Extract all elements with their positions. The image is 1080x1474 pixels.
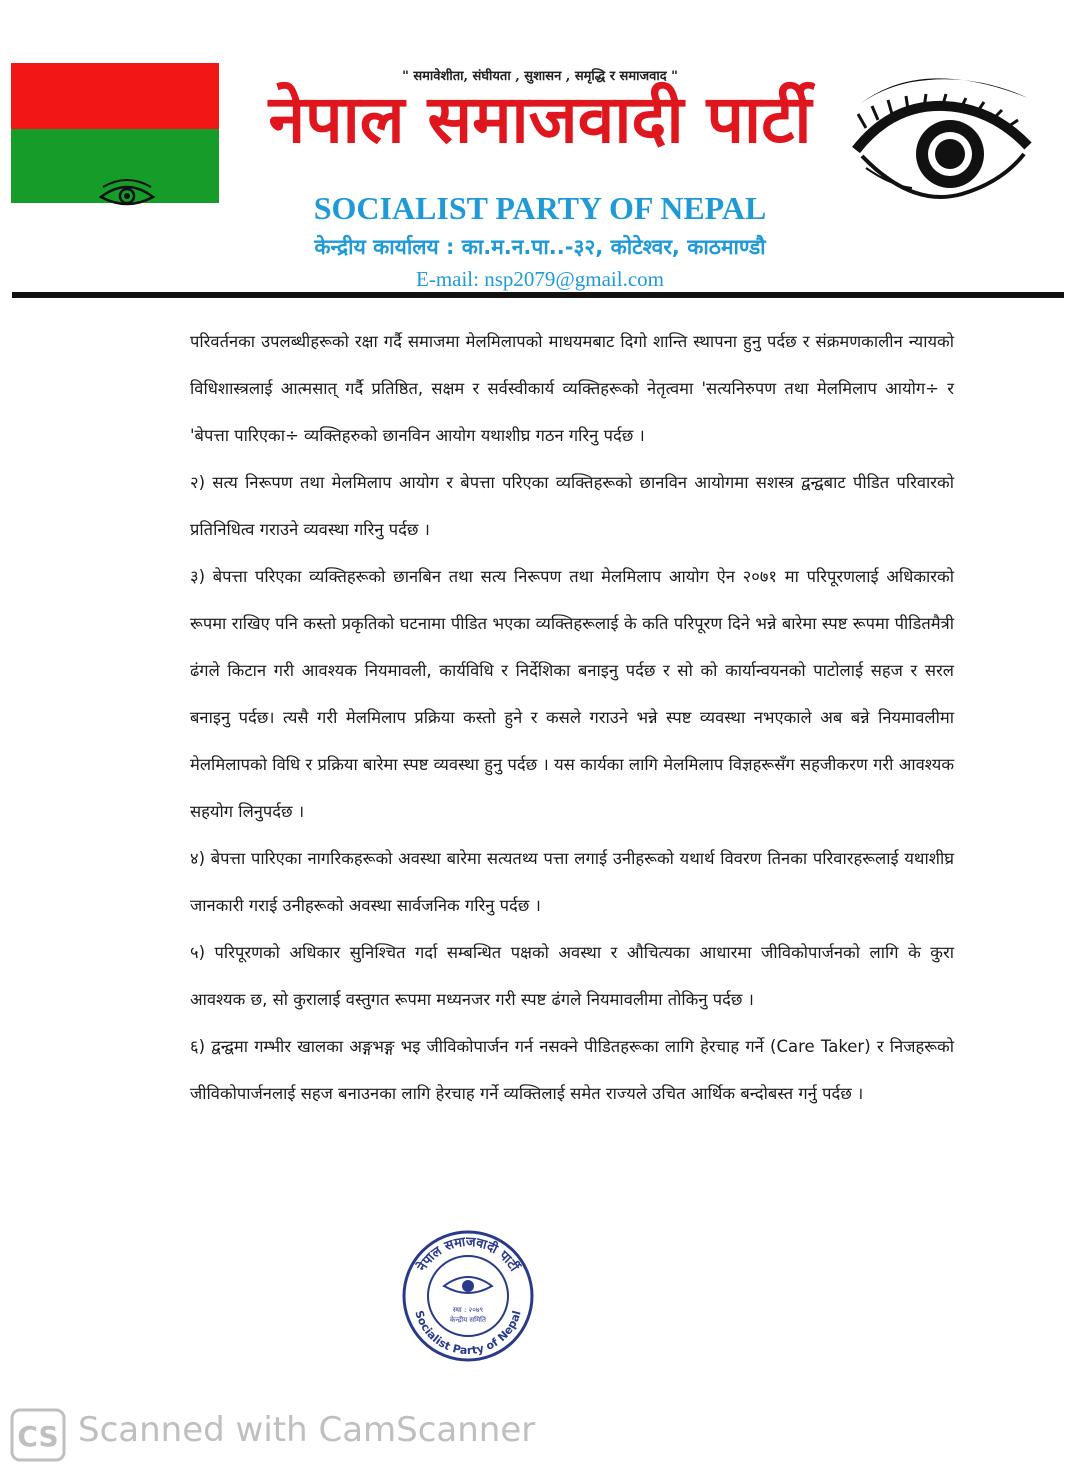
svg-text:केन्द्रीय समिति: केन्द्रीय समिति xyxy=(450,1316,486,1324)
svg-text:नेपाल समाजवादी पार्टी: नेपाल समाजवादी पार्टी xyxy=(414,1234,522,1275)
camscanner-logo-icon xyxy=(10,1408,66,1462)
email-address: E-mail: nsp2079@gmail.com xyxy=(416,267,664,291)
paragraph-5: ५) परिपूरणको अधिकार सुनिश्चित गर्दा सम्बन्धित पक्षको अवस्था र औचित्यका आधारमा जीविकोपार्जनको लागि के कुरा आवश्यक छ, सो कुरालाई वस्तुगत रूपमा मध्यनजर गरी स्पष्ट ढंगले नियमावलीमा तोकिनु पर्दछ । xyxy=(190,943,954,1009)
svg-text:Socialist Party of Nepal: Socialist Party of Nepal xyxy=(412,1308,524,1358)
office-address: केन्द्रीय कार्यालय : का.म.न.पा..-३२, कोटेश्वर, काठमाण्डौ xyxy=(314,235,766,259)
party-name-nepali: नेपाल समाजवादी पार्टी xyxy=(268,81,812,158)
party-name-english: SOCIALIST PARTY OF NEPAL xyxy=(313,190,767,226)
party-flag xyxy=(11,63,219,203)
flag-red-band xyxy=(11,63,219,129)
eye-emblem-icon xyxy=(852,58,1034,208)
flag-eye-icon xyxy=(97,175,157,215)
paragraph-6: ६) द्वन्द्वमा गम्भीर खालका अङ्गभङ्ग भइ जीविकोपार्जन गर्न नसक्ने पीडितहरूका लागि हेरचाह गर्ने (Care Taker) र निजहरूको जीविकोपार्जनलाई सहज बनाउनका लागि हेरचाह गर्ने व्यक्तिलाई समेत राज्यले उचित आर्थिक बन्दोबस्त गर्नु पर्दछ । xyxy=(190,1037,954,1103)
header-divider xyxy=(12,292,1064,298)
svg-text:स्था : २०७९: स्था : २०७९ xyxy=(452,1306,484,1314)
paragraph-1: परिवर्तनका उपलब्धीहरूको रक्षा गर्दै समाजमा मेलमिलापको माधयमबाट दिगो शान्ति स्थापना हुनु पर्दछ र संक्रमणकालीन न्यायको विधिशास्त्रलाई आत्मसात् गर्दै प्रतिष्ठित, सक्षम र सर्वस्वीकार्य व्यक्तिहरूको नेतृत्वमा 'सत्यनिरुपण तथा मेलमिलाप आयोग÷ र 'बेपत्ता पारिएका÷ व्यक्तिहरुको छानविन आयोग यथाशीघ्र गठन गरिनु पर्दछ । xyxy=(190,332,954,445)
letter-body xyxy=(190,318,954,1117)
paragraph-4: ४) बेपत्ता पारिएका नागरिकहरूको अवस्था बारेमा सत्यतथ्य पत्ता लगाई उनीहरूको यथार्थ विवरण तिनका परिवारहरूलाई यथाशीघ्र जानकारी गराई उनीहरूको अवस्था सार्वजनिक गरिनु पर्दछ । xyxy=(190,849,954,915)
paragraph-3: ३) बेपत्ता परिएका व्यक्तिहरूको छानबिन तथा सत्य निरूपण तथा मेलमिलाप आयोग ऐन २०७१ मा परिपूरणलाई अधिकारको रूपमा राखिए पनि कस्तो प्रकृतिको घटनामा पीडित भएका व्यक्तिहरूलाई के कति परिपूरण दिने भन्ने बारेमा स्पष्ट रूपमा पीडितमैत्री ढंगले किटान गरी आवश्यक नियमावली, कार्यविधि र निर्देशिका बनाइनु पर्दछ र सो को कार्यान्वयनको पाटोलाई सहज र सरल बनाइनु पर्दछ। त्यसै गरी मेलमिलाप प्रक्रिया कस्तो हुने र कसले गराउने भन्ने स्पष्ट व्यवस्था नभएकाले अब बन्ने नियमावलीमा मेलमिलापको विधि र प्रक्रिया बारेमा स्पष्ट व्यवस्था हुनु पर्दछ । यस कार्यका लागि मेलमिलाप विज्ञहरूसँग सहजीकरण गरी आवश्यक सहयोग लिनुपर्दछ । xyxy=(190,567,954,821)
paragraph-2: २) सत्य निरूपण तथा मेलमिलाप आयोग र बेपत्ता परिएका व्यक्तिहरूको छानविन आयोगमा सशस्त्र द्वन्द्वबाट पीडित परिवारको प्रतिनिधित्व गराउने व्यवस्था गरिनु पर्दछ । xyxy=(190,473,954,539)
camscanner-watermark-text: Scanned with CamScanner xyxy=(78,1410,536,1450)
svg-text:CS: CS xyxy=(17,1420,59,1453)
party-seal-stamp xyxy=(400,1228,536,1364)
party-slogan: " समावेशीता, संघीयता , सुशासन , समृद्धि र समाजवाद " xyxy=(402,69,678,84)
